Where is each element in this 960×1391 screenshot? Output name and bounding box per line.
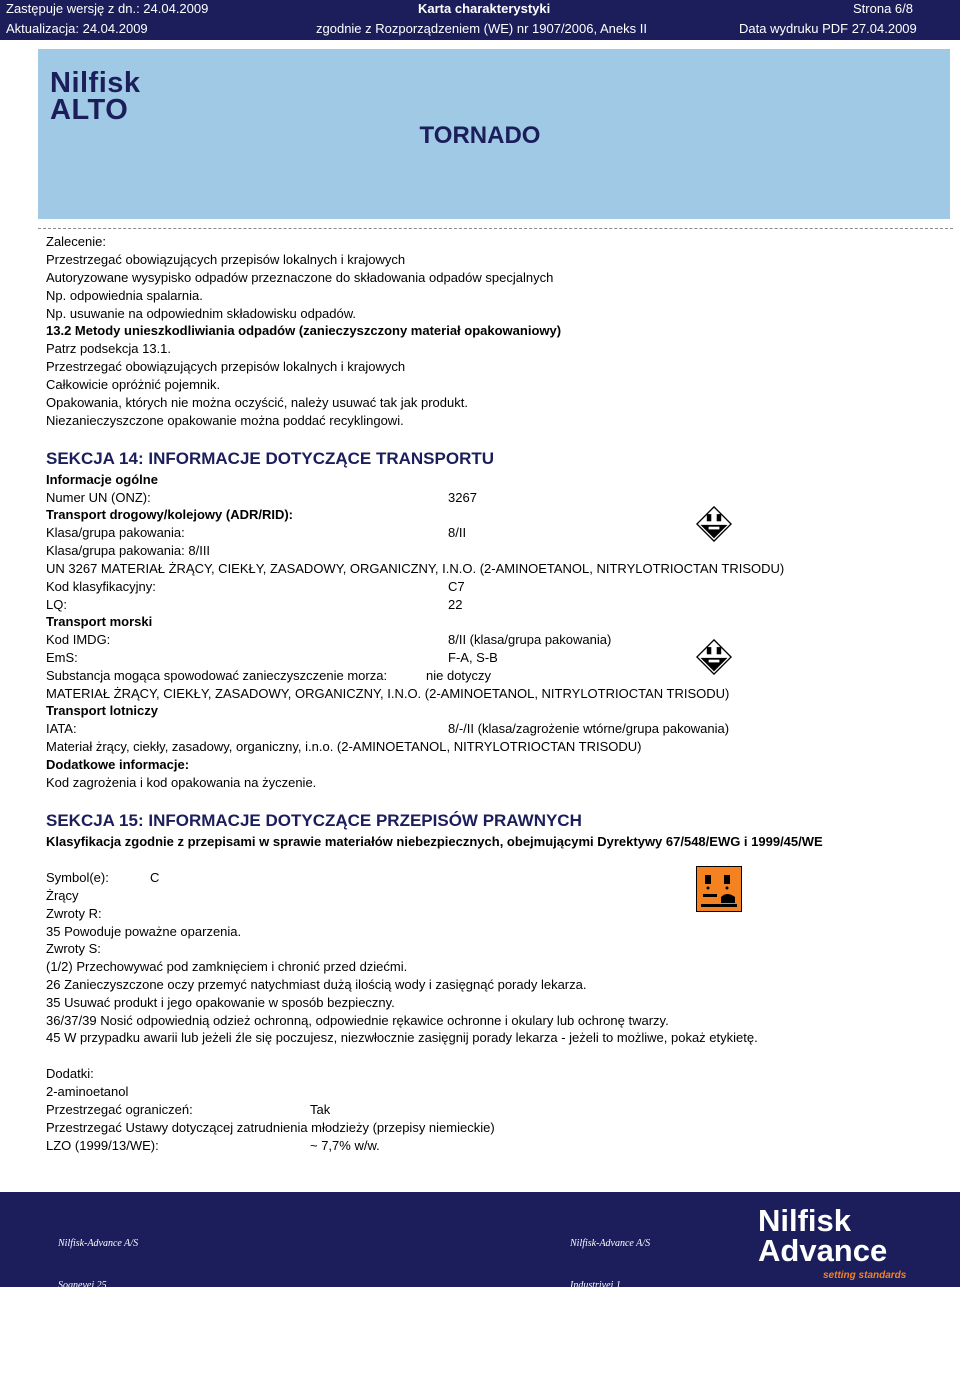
s-phrase: 45 W przypadku awarii lub jeżeli źle się poczujesz, niezwłocznie zasięgnij porady lekarza - jeżeli to możliwe, pokaż etykietę.	[46, 1030, 758, 1045]
corrosive-hazard-symbol-icon	[696, 866, 742, 912]
text-line: Patrz podsekcja 13.1.	[46, 341, 172, 356]
corrosive-transport-label-icon	[696, 506, 732, 542]
section-15-title: SEKCJA 15: INFORMACJE DOTYCZĄCE PRZEPISÓW PRAWNYCH	[46, 811, 582, 830]
r-phrase: 35 Powoduje poważne oparzenia.	[46, 924, 242, 939]
replaces-version: Zastępuje wersję z dn.: 24.04.2009	[6, 1, 209, 16]
un-number-label: Numer UN (ONZ):	[46, 490, 151, 505]
nilfisk-advance-logo	[758, 1203, 888, 1268]
extras-value: 2-aminoetanol	[46, 1084, 129, 1099]
un-proper-shipping-name: UN 3267 MATERIAŁ ŻRĄCY, CIEKŁY, ZASADOWY, ORGANICZNY, I.N.O. (2-AMINOETANOL, NITRYLOTRIOCTAN TRISODU)	[46, 561, 785, 576]
s-phrase: 26 Zanieczyszczone oczy przemyć natychmiast dużą ilością wody i zasięgnąć porady lekarza.	[46, 977, 587, 992]
company-name: Nilfisk-Advance A/S	[570, 1238, 651, 1249]
page-number: Strona 6/8	[853, 1, 913, 16]
symbol-value: C	[150, 870, 160, 885]
general-info-heading: Informacje ogólne	[46, 472, 158, 487]
street: Sognevej 25	[58, 1280, 107, 1291]
logo-line-2: ALTO	[50, 94, 129, 126]
company-name: Nilfisk-Advance A/S	[58, 1238, 139, 1249]
text-line: Niezanieczyszczone opakowanie można poddać recyklingowi.	[46, 413, 404, 428]
classification-code-value: C7	[448, 579, 465, 594]
logo-line-1: Nilfisk	[758, 1203, 852, 1238]
symbol-name: Żrący	[46, 888, 79, 903]
text-line: Przestrzegać obowiązujących przepisów lokalnych i krajowych	[46, 252, 406, 267]
class-label: Klasa/grupa pakowania:	[46, 525, 185, 540]
class-value: 8/II	[448, 525, 467, 540]
iata-value: 8/-/II (klasa/zagrożenie wtórne/grupa pakowania)	[448, 721, 730, 736]
air-shipping-name: Materiał żrący, ciekły, zasadowy, organiczny, i.n.o. (2-AMINOETANOL, NITRYLOTRIOCTAN TRISODU)	[46, 739, 642, 754]
additional-info-heading: Dodatkowe informacje:	[46, 757, 190, 772]
s-phrases-label: Zwroty S:	[46, 941, 101, 956]
update-date: Aktualizacja: 24.04.2009	[6, 21, 148, 36]
marine-pollutant-value: nie dotyczy	[426, 668, 492, 683]
imdg-label: Kod IMDG:	[46, 632, 111, 647]
s-phrase: 36/37/39 Nosić odpowiednią odzież ochronną, odpowiednie rękawice ochronne i okulary lub ochronę twarzy.	[46, 1013, 669, 1028]
road-transport-heading: Transport drogowy/kolejowy (ADR/RID):	[46, 507, 294, 522]
street: Industrivej 1	[570, 1280, 621, 1291]
classification-code-label: Kod klasyfikacyjny:	[46, 579, 156, 594]
recommendation-label: Zalecenie:	[46, 234, 106, 249]
text-line: Przestrzegać obowiązujących przepisów lokalnych i krajowych	[46, 359, 406, 374]
subsection-13-2-heading: 13.2 Metody unieszkodliwiania odpadów (zanieczyszczony materiał opakowaniowy)	[46, 323, 562, 338]
phone: Tel: +45 43 23 81 00	[58, 1364, 143, 1375]
s-phrase: 35 Usuwać produkt i jego opakowanie w sposób bezpieczny.	[46, 995, 395, 1010]
city: DK - 9560 Hadsund	[570, 1322, 651, 1333]
regulation-reference: zgodnie z Rozporządzeniem (WE) nr 1907/2006, Aneks II	[316, 21, 647, 36]
document-title: Karta charakterystyki	[418, 1, 551, 16]
logo-line-1: Nilfisk	[50, 67, 141, 99]
restrictions-label: Przestrzegać ograniczeń:	[46, 1102, 193, 1117]
voc-label: LZO (1999/13/WE):	[46, 1138, 159, 1153]
ems-label: EmS:	[46, 650, 78, 665]
lq-label: LQ:	[46, 597, 67, 612]
factory-address	[570, 1209, 654, 1391]
class-line: Klasa/grupa pakowania: 8/III	[46, 543, 211, 558]
extras-label: Dodatki:	[46, 1066, 94, 1081]
logo-tagline: setting standards	[823, 1270, 907, 1281]
text-line: Np. odpowiednia spalarnia.	[46, 288, 203, 303]
classification-heading: Klasyfikacja zgodnie z przepisami w sprawie materiałów niebezpiecznych, obejmującymi Dyrektywy 67/548/EWG i 1999/45/WE	[46, 834, 823, 849]
headquarters-address	[58, 1209, 142, 1391]
section-14-title: SEKCJA 14: INFORMACJE DOTYCZĄCE TRANSPORTU	[46, 449, 495, 468]
ems-value: F-A, S-B	[448, 650, 498, 665]
product-name: TORNADO	[419, 122, 541, 149]
r-phrases-label: Zwroty R:	[46, 906, 102, 921]
sea-shipping-name: MATERIAŁ ŻRĄCY, CIEKŁY, ZASADOWY, ORGANICZNY, I.N.O. (2-AMINOETANOL, NITRYLOTRIOCTAN TRISODU)	[46, 686, 730, 701]
corrosive-pictogram-icon	[697, 867, 741, 911]
print-date: Data wydruku PDF 27.04.2009	[739, 21, 917, 36]
phone: Tel: +45 72 18 21 00	[570, 1364, 655, 1375]
imdg-value: 8/II (klasa/grupa pakowania)	[448, 632, 612, 647]
s-phrase: (1/2) Przechowywać pod zamknięciem i chronić przed dziećmi.	[46, 959, 408, 974]
youth-employment-line: Przestrzegać Ustawy dotyczącej zatrudnienia młodzieży (przepisy niemieckie)	[46, 1120, 495, 1135]
iata-label: IATA:	[46, 721, 77, 736]
additional-info-text: Kod zagrożenia i kod opakowania na życzenie.	[46, 775, 317, 790]
sea-transport-heading: Transport morski	[46, 614, 153, 629]
city: DK - 2605 Broendby	[58, 1322, 142, 1333]
dashed-divider	[38, 228, 953, 229]
un-number-value: 3267	[448, 490, 477, 505]
voc-value: ~ 7,7% w/w.	[310, 1138, 380, 1153]
corrosive-transport-label-icon	[696, 639, 732, 675]
nilfisk-alto-logo	[50, 67, 141, 126]
logo-line-2: Advance	[758, 1233, 888, 1268]
symbol-label: Symbol(e):	[46, 870, 109, 885]
text-line: Autoryzowane wysypisko odpadów przeznaczone do składowania odpadów specjalnych	[46, 270, 554, 285]
marine-pollutant-label: Substancja mogąca spowodować zanieczyszczenie morza:	[46, 668, 388, 683]
air-transport-heading: Transport lotniczy	[46, 703, 158, 718]
text-line: Np. usuwanie na odpowiednim składowisku odpadów.	[46, 306, 357, 321]
lq-value: 22	[448, 597, 463, 612]
text-line: Opakowania, których nie można oczyścić, należy usuwać tak jak produkt.	[46, 395, 468, 410]
restrictions-value: Tak	[310, 1102, 331, 1117]
text-line: Całkowicie opróżnić pojemnik.	[46, 377, 221, 392]
